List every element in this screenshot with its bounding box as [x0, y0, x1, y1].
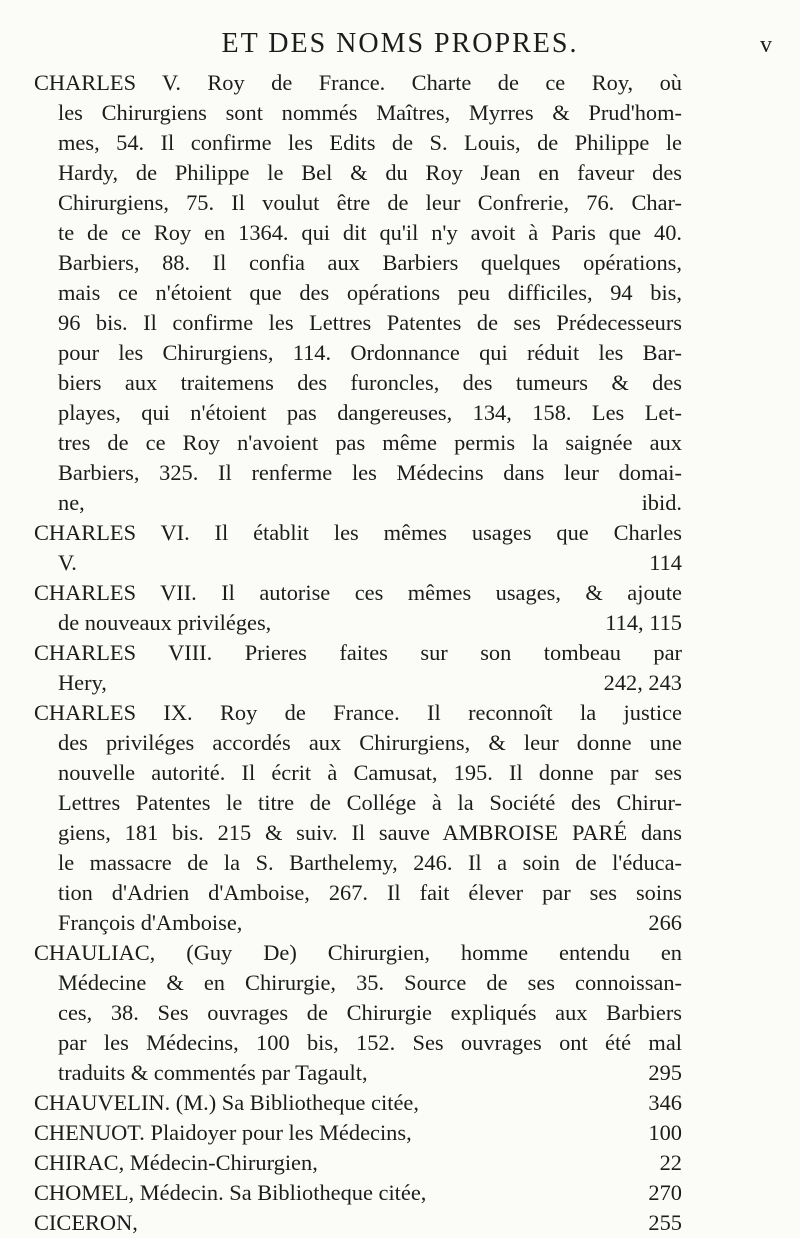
- entry-line: mes, 54. Il confirme les Edits de S. Louis, de Philippe le: [58, 130, 682, 155]
- entry-line: CHENUOT. Plaidoyer pour les Médecins, 100: [34, 1120, 682, 1145]
- entry-line: CHARLES IX. Roy de France. Il reconnoît la justice: [34, 700, 682, 725]
- index-entry-charles-vii: [34, 578, 682, 638]
- index-entry-charles-vi: [34, 518, 682, 578]
- entry-line: giens, 181 bis. 215 & suiv. Il sauve AMBROISE PARÉ dans: [58, 820, 682, 845]
- running-header: [34, 22, 772, 68]
- header-title: ET DES NOMS PROPRES.: [221, 28, 579, 59]
- entry-line: Chirurgiens, 75. Il voulut être de leur Confrerie, 76. Char-: [58, 190, 682, 215]
- entry-line: Hardy, de Philippe le Bel & du Roy Jean en faveur des: [58, 160, 682, 185]
- entry-line: tion d'Adrien d'Amboise, 267. Il fait élever par ses soins: [58, 880, 682, 905]
- entry-line: 96 bis. Il confirme les Lettres Patentes de ses Prédecesseurs: [58, 310, 682, 335]
- entry-line: Barbiers, 325. Il renferme les Médecins dans leur domai-: [58, 460, 682, 485]
- entry-line: traduits & commentés par Tagault, 295: [58, 1060, 682, 1085]
- entry-line: ces, 38. Ses ouvrages de Chirurgie expliqués aux Barbiers: [58, 1000, 682, 1025]
- entry-line: CICERON, 255: [34, 1210, 682, 1235]
- entry-line: par les Médecins, 100 bis, 152. Ses ouvrages ont été mal: [58, 1030, 682, 1055]
- entry-line: le massacre de la S. Barthelemy, 246. Il a soin de l'éduca-: [58, 850, 682, 875]
- entry-line: ne, ibid.: [58, 490, 682, 515]
- index-entry-ciceron: [34, 1208, 682, 1238]
- entry-line: CHARLES VI. Il établit les mêmes usages que Charles: [34, 520, 682, 545]
- entry-line: playes, qui n'étoient pas dangereuses, 134, 158. Les Let-: [58, 400, 682, 425]
- entry-line: pour les Chirurgiens, 114. Ordonnance qui réduit les Bar-: [58, 340, 682, 365]
- entry-line: nouvelle autorité. Il écrit à Camusat, 195. Il donne par ses: [58, 760, 682, 785]
- entry-line: CHOMEL, Médecin. Sa Bibliotheque citée, 270: [34, 1180, 682, 1205]
- entry-line: Lettres Patentes le titre de Collége à la Société des Chirur-: [58, 790, 682, 815]
- entry-line: te de ce Roy en 1364. qui dit qu'il n'y avoit à Paris que 40.: [58, 220, 682, 245]
- entry-line: de nouveaux priviléges, 114, 115: [58, 610, 682, 635]
- entry-line: tres de ce Roy n'avoient pas même permis la saignée aux: [58, 430, 682, 455]
- entry-line: CHARLES V. Roy de France. Charte de ce Roy, où: [34, 70, 682, 95]
- index-entry-chirac: [34, 1148, 682, 1178]
- entry-line: CHAUVELIN. (M.) Sa Bibliotheque citée, 346: [34, 1090, 682, 1115]
- index-entry-chenuot: [34, 1118, 682, 1148]
- page-number: v: [760, 32, 772, 58]
- entry-line: Médecine & en Chirurgie, 35. Source de ses connoissan-: [58, 970, 682, 995]
- index-entries: [34, 68, 682, 1238]
- index-entry-charles-v: [34, 68, 682, 518]
- entry-line: biers aux traitemens des furoncles, des tumeurs & des: [58, 370, 682, 395]
- entry-line: Barbiers, 88. Il confia aux Barbiers quelques opérations,: [58, 250, 682, 275]
- entry-line: CHIRAC, Médecin-Chirurgien, 22: [34, 1150, 682, 1175]
- entry-line: des priviléges accordés aux Chirurgiens, & leur donne une: [58, 730, 682, 755]
- entry-line: mais ce n'étoient que des opérations peu difficiles, 94 bis,: [58, 280, 682, 305]
- entry-line: CHARLES VII. Il autorise ces mêmes usages, & ajoute: [34, 580, 682, 605]
- index-entry-chauvelin: [34, 1088, 682, 1118]
- entry-line: V. 114: [58, 550, 682, 575]
- entry-line: CHAULIAC, (Guy De) Chirurgien, homme entendu en: [34, 940, 682, 965]
- index-entry-chauliac: [34, 938, 682, 1088]
- entry-line: les Chirurgiens sont nommés Maîtres, Myrres & Prud'hom-: [58, 100, 682, 125]
- entry-line: CHARLES VIII. Prieres faites sur son tombeau par: [34, 640, 682, 665]
- entry-line: François d'Amboise, 266: [58, 910, 682, 935]
- index-entry-chomel: [34, 1178, 682, 1208]
- index-entry-charles-viii: [34, 638, 682, 698]
- entry-line: Hery, 242, 243: [58, 670, 682, 695]
- index-entry-charles-ix: [34, 698, 682, 938]
